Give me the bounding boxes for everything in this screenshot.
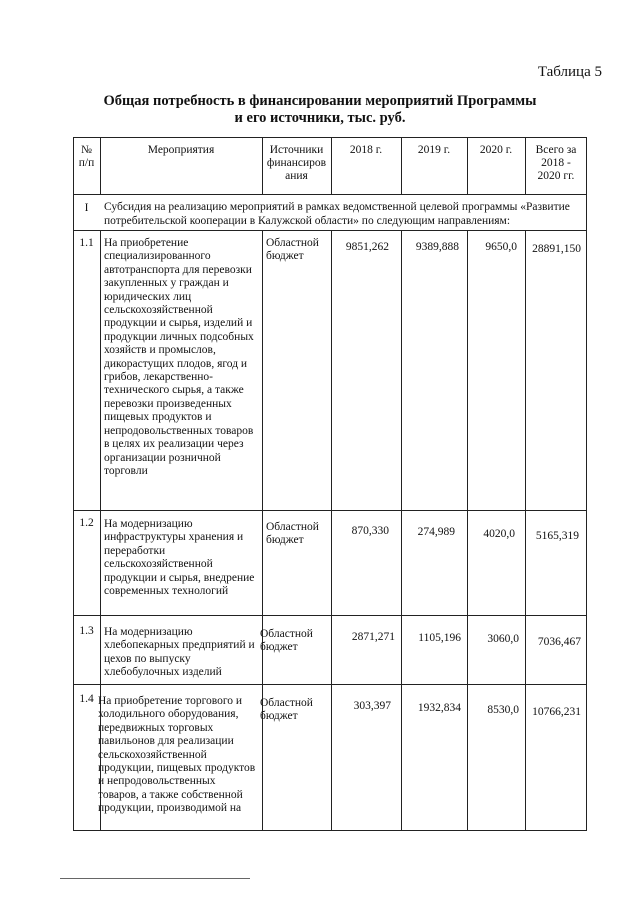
title-line-1: Общая потребность в финансировании мероприятий Программы: [103, 93, 537, 109]
header-total: Всего за 2018 - 2020 гг.: [535, 144, 577, 182]
header-2020: 2020 г.: [479, 144, 513, 156]
row-1-3-number: 1.3: [79, 625, 94, 637]
row-1-4-2018: 303,397: [353, 700, 391, 712]
row-1-2-2020: 4020,0: [483, 528, 515, 540]
row-1-3-2020: 3060,0: [487, 633, 519, 645]
row-1-1-name: На приобретение специализированного автотранспорта для перевозки закупленных у граждан и юридических лиц сельскохозяйственной продукции и сырья, изделий и продукции личных подсобных хозяйств и промыслов, дикорастущих плодов, ягод и грибов, лекарственно-технического сырья, а также перевозки произведенных пищевых продуктов и непродовольственных товаров в целях их реализации через организации розничной торговли: [104, 237, 254, 477]
row-1-2-total: 5165,319: [535, 530, 579, 542]
row-1-1-2019: 9389,888: [415, 241, 459, 253]
row-1-4-number: 1.4: [79, 693, 94, 705]
row-1-1-number: 1.1: [79, 237, 94, 249]
row-1-3-source: Областной бюджет: [260, 628, 313, 653]
header-2019: 2019 г.: [417, 144, 451, 156]
row-divider: [73, 615, 587, 616]
row-1-3-total: 7036,467: [537, 636, 581, 648]
row-1-2-2019: 274,989: [417, 526, 455, 538]
row-1-1-total: 28891,150: [532, 243, 581, 255]
row-1-2-number: 1.2: [79, 517, 94, 529]
row-1-4-2019: 1932,834: [417, 702, 461, 714]
header-number: № п/п: [78, 144, 95, 169]
row-1-1-2020: 9650,0: [485, 241, 517, 253]
row-divider: [73, 510, 587, 511]
header-sources: Источники финансиров ания: [266, 144, 327, 182]
header-measures: Мероприятия: [147, 144, 215, 156]
row-1-2-2018: 870,330: [351, 525, 389, 537]
scan-artifact-line: [60, 878, 250, 879]
row-1-2-source: Областной бюджет: [266, 521, 319, 546]
table-number-label: Таблица 5: [537, 64, 602, 80]
row-1-4-2020: 8530,0: [487, 704, 519, 716]
row-1-3-2019: 1105,196: [418, 632, 461, 644]
row-1-2-name: На модернизацию инфраструктуры хранения и переработки сельскохозяйственной продукции и сырья, внедрение современных технологий: [104, 518, 255, 598]
row-1-1-2018: 9851,262: [345, 241, 389, 253]
row-divider: [73, 684, 587, 685]
section-description: Субсидия на реализацию мероприятий в рамках ведомственной целевой программы «Развитие потребительской кооперации в Калужской области» по следующим направлениям:: [104, 201, 570, 227]
row-1-3-2018: 2871,271: [351, 631, 395, 643]
title-line-2: и его источники, тыс. руб.: [234, 110, 406, 126]
row-divider: [73, 194, 587, 195]
row-1-4-name: На приобретение торгового и холодильного оборудования, передвижных торговых павильонов для реализации сельскохозяйственной продукции, пищевых продуктов и непродовольственных товаров, а также собственной продукции, производимой на: [98, 695, 256, 815]
row-1-1-source: Областной бюджет: [266, 237, 319, 262]
row-1-4-source: Областной бюджет: [260, 697, 313, 722]
document-title: [0, 93, 640, 127]
header-2018: 2018 г.: [349, 144, 383, 156]
row-1-3-name: На модернизацию хлебопекарных предприятий и цехов по выпуску хлебобулочных изделий: [104, 626, 255, 679]
row-1-4-total: 10766,231: [532, 706, 581, 718]
section-number: I: [84, 202, 89, 214]
